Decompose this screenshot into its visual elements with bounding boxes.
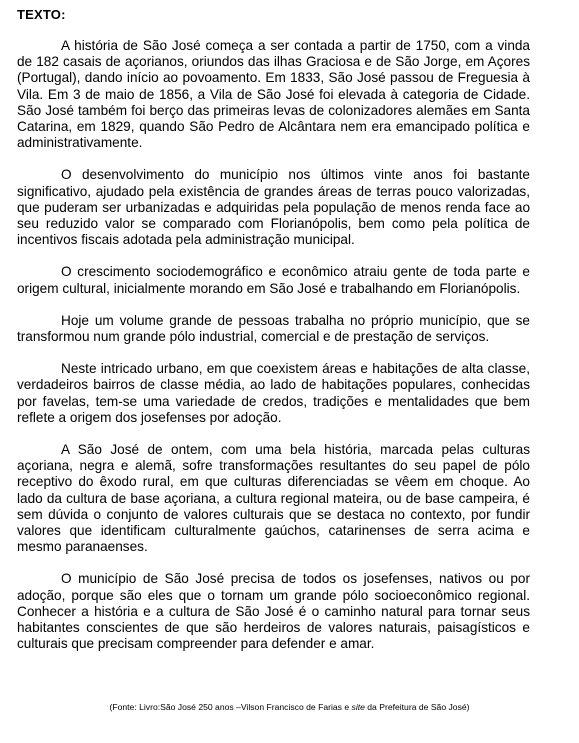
paragraph-urban: Neste intricado urbano, em que coexistem áreas e habitações de alta classe, verdadeiros bairros de classe média, ao lado de habitações populares, conhecidas por favelas, tem-se uma variedade de credos, tradições e mentalidades que bem reflete a origem dos josefenses por adoção. — [17, 361, 530, 425]
text-body — [17, 38, 530, 669]
source-prefix: (Fonte: Livro:São José 250 anos –Vilson Francisco de Farias e — [109, 702, 352, 712]
paragraph-culture: A São José de ontem, com uma bela história, marcada pelas culturas açoriana, negra e alemã, sofre transformações resultantes do seu papel de pólo receptivo do êxodo rural, em que culturas diferenciadas se vêem em choque. Ao lado da cultura de base açoriana, a cultura regional mateira, ou de base campeira, é sem dúvida o conjunto de valores culturais que se destaca no contexto, por fundir valores que identificam culturalmente gaúchos, catarinenses de serra acima e mesmo paranaenses. — [17, 442, 530, 555]
source-site-word: site — [351, 702, 365, 712]
paragraph-conclusion: O município de São José precisa de todos os josefenses, nativos ou por adoção, porque são eles que o tornam um grande pólo socioeconômico regional. Conhecer a história e a cultura de São José é o caminho natural para tornar seus habitantes conscientes de que são herdeiros de valores naturais, paisagísticos e culturais que precisam compreender para defender e amar. — [17, 571, 530, 652]
text-heading: TEXTO: — [17, 7, 66, 22]
paragraph-development: O desenvolvimento do município nos últimos vinte anos foi bastante significativo, ajudado pela existência de grandes áreas de terras pouco valorizadas, que puderam ser urbanizadas e adquiridas pela população de menos renda face ao seu reduzido valor se comparado com Florianópolis, bem como pela política de incentivos fiscais adotada pela administração municipal. — [17, 167, 530, 248]
paragraph-industry: Hoje um volume grande de pessoas trabalha no próprio município, que se transformou num grande pólo industrial, comercial e de prestação de serviços. — [17, 312, 530, 345]
paragraph-history: A história de São José começa a ser contada a partir de 1750, com a vinda de 182 casais de açorianos, oriundos das ilhas Graciosa e de São Jorge, em Açores (Portugal), dando início ao povoamento. Em 1833, São José passou de Freguesia à Vila. Em 3 de maio de 1856, a Vila de São José foi elevada à categoria de Cidade. São José também foi berço das primeiras levas de colonizadores alemães em Santa Catarina, em 1829, quando São Pedro de Alcântara nem era emancipado política e administrativamente. — [17, 38, 530, 151]
source-citation — [0, 702, 579, 712]
source-suffix: da Prefeitura de São José) — [364, 702, 470, 712]
paragraph-growth: O crescimento sociodemográfico e econômico atraiu gente de toda parte e origem cultural, inicialmente morando em São José e trabalhando em Florianópolis. — [17, 264, 530, 296]
